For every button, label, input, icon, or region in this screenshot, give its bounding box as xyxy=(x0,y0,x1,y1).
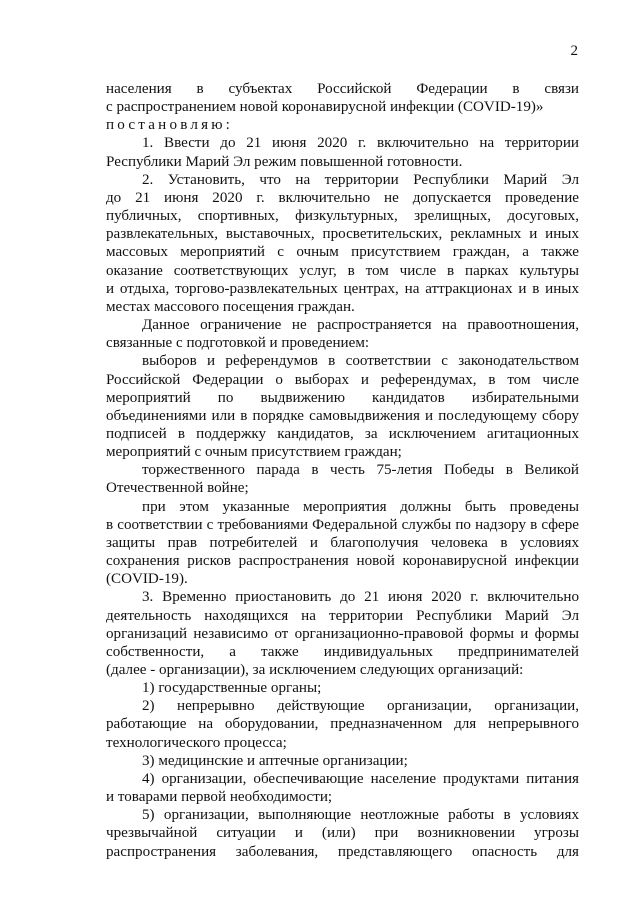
text-line: подписей в поддержку кандидатов, за исключением агитационных xyxy=(106,425,579,442)
text-line: чрезвычайной ситуации и (или) при возникновении угрозы xyxy=(106,825,579,842)
text-line: Республики Марий Эл режим повышенной готовности. xyxy=(106,153,463,170)
text-line: и отдыха, торгово-развлекательных центрах, на аттракционах и в иных xyxy=(106,280,579,297)
text-line: мероприятий с очным присутствием граждан; xyxy=(106,444,402,461)
text-line: мероприятий по выдвижению кандидатов избирательными xyxy=(106,389,579,406)
text-line: 1) государственные органы; xyxy=(142,680,322,697)
text-line: собственности, а также индивидуальных предпринимателей xyxy=(106,643,579,660)
text-line: развлекательных, выставочных, просветительских, рекламных и иных xyxy=(106,226,579,243)
text-line: в соответствии с требованиями Федеральной службы по надзору в сфере xyxy=(106,516,579,533)
text-line: торжественного парада в честь 75-летия Победы в Великой xyxy=(142,462,579,479)
text-line: Данное ограничение не распространяется на правоотношения, xyxy=(142,317,579,334)
text-line: выборов и референдумов в соответствии с законодательством xyxy=(142,353,579,370)
paragraph-sub-3 xyxy=(106,752,579,770)
text-line: 5) организации, выполняющие неотложные работы в условиях xyxy=(142,807,579,824)
text-line: публичных, спортивных, физкультурных, зрелищных, досуговых, xyxy=(106,208,579,225)
text-line: с распространением новой коронавирусной инфекции (COVID-19)» xyxy=(106,99,544,116)
paragraph-item-2 xyxy=(106,171,579,316)
paragraph-restriction-note xyxy=(106,316,579,352)
text-line: до 21 июня 2020 г. включительно не допускается проведение xyxy=(106,189,579,206)
paragraph-intro xyxy=(106,80,579,116)
text-line: местах массового посещения граждан. xyxy=(106,298,355,315)
text-line: (далее - организации), за исключением следующих организаций: xyxy=(106,662,524,678)
text-line: при этом указанные мероприятия должны быть проведены xyxy=(142,498,579,515)
page-number: 2 xyxy=(570,43,578,59)
text-line: 2) непрерывно действующие организации, организации, xyxy=(142,698,579,715)
text-line: 1. Ввести до 21 июня 2020 г. включительно на территории xyxy=(142,135,579,152)
text-line: постановляю: xyxy=(106,117,234,134)
text-line: организаций независимо от организационно-правовой формы и формы xyxy=(106,625,579,642)
paragraph-postanovlyayu xyxy=(106,116,579,134)
text-line: работающие на оборудовании, предназначенном для непрерывного xyxy=(106,716,579,733)
text-line: Российской Федерации о выборах и референдумах, в том числе xyxy=(106,371,579,388)
text-line: 2. Установить, что на территории Республики Марий Эл xyxy=(142,171,579,188)
paragraph-sub-1 xyxy=(106,679,579,697)
text-line: массовых мероприятий с очным присутствием граждан, а также xyxy=(106,244,579,261)
paragraph-sub-2 xyxy=(106,697,579,751)
text-line: сохранения рисков распространения новой коронавирусной инфекции xyxy=(106,553,579,570)
text-line: (COVID-19). xyxy=(106,571,188,588)
text-line: оказание соответствующих услуг, в том числе в парках культуры xyxy=(106,262,579,279)
text-line: 3) медицинские и аптечные организации; xyxy=(142,752,408,769)
text-line: технологического процесса; xyxy=(106,734,287,751)
text-line: 4) организации, обеспечивающие население продуктами питания xyxy=(142,770,579,787)
text-line: деятельность находящихся на территории Республики Марий Эл xyxy=(106,607,579,624)
text-line: Отечественной войне; xyxy=(106,480,249,497)
document-body xyxy=(106,80,579,861)
text-line: объединениями или в порядке самовыдвижения и последующему сбору xyxy=(106,407,579,424)
text-line: защиты прав потребителей и благополучия человека в условиях xyxy=(106,534,579,551)
text-line: населения в субъектах Российской Федерации в связи xyxy=(106,81,579,97)
paragraph-conditions xyxy=(106,498,579,589)
paragraph-elections xyxy=(106,352,579,461)
paragraph-item-3 xyxy=(106,588,579,679)
paragraph-sub-4 xyxy=(106,770,579,806)
paragraph-item-1 xyxy=(106,134,579,170)
text-line: и товарами первой необходимости; xyxy=(106,789,333,806)
paragraph-sub-5 xyxy=(106,806,579,860)
text-line: связанные с подготовкой и проведением: xyxy=(106,335,370,352)
text-line: 3. Временно приостановить до 21 июня 2020 г. включительно xyxy=(142,589,579,606)
paragraph-parade xyxy=(106,461,579,497)
text-line: распространения заболевания, представляющего опасность для xyxy=(106,843,579,860)
